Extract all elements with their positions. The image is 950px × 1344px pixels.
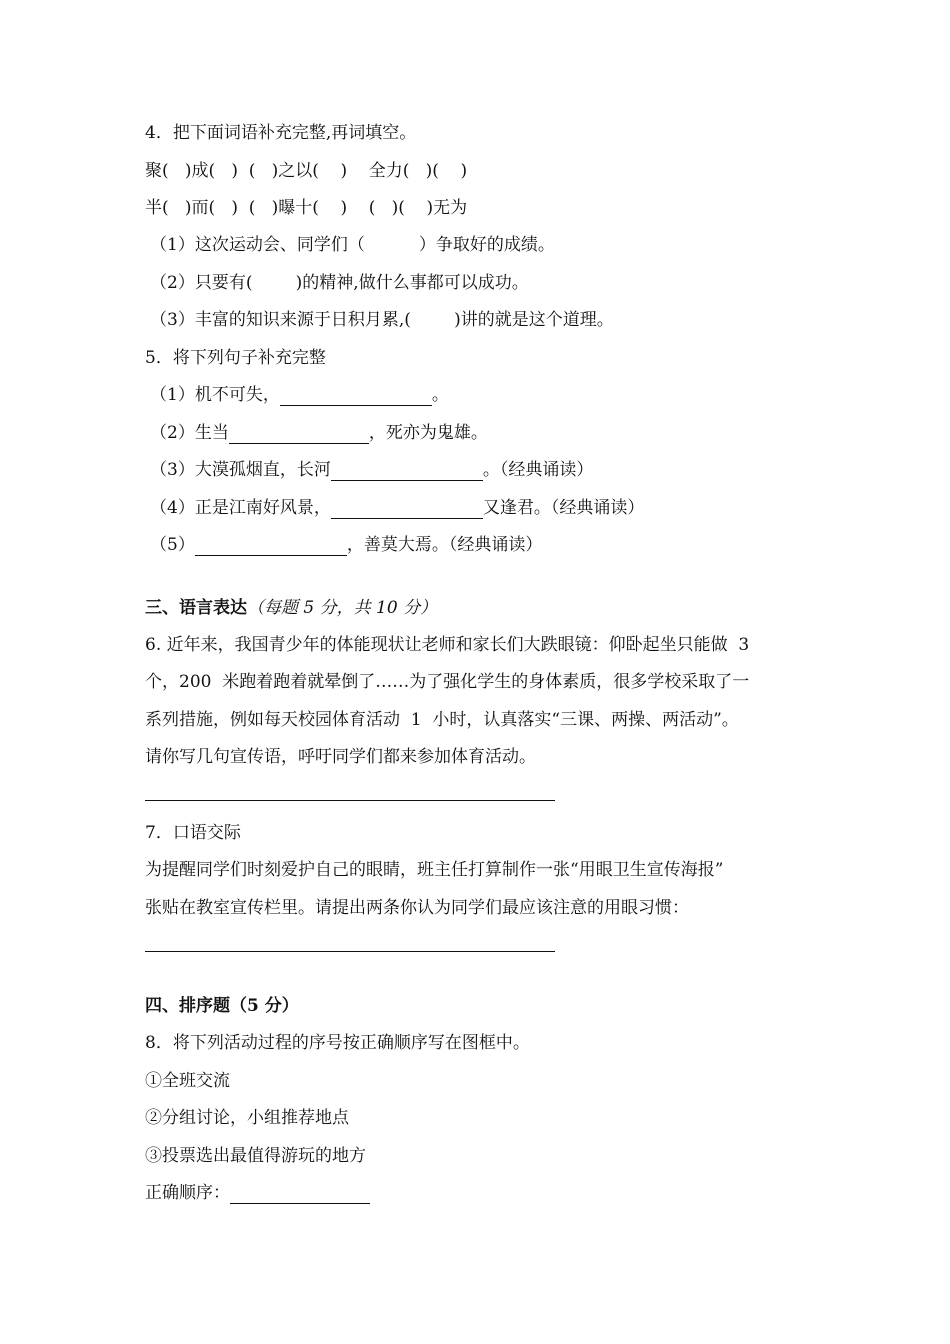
q8-option-3: ③投票选出最值得游玩的地方 xyxy=(145,1146,366,1166)
q5-sentence-5 xyxy=(150,534,542,556)
q5-s1-suffix: 。 xyxy=(431,385,449,405)
q5-title: 5．将下列句子补充完整 xyxy=(145,348,326,368)
section3-heading xyxy=(145,597,437,619)
q5-s4-suffix: 又逢君。（经典诵读） xyxy=(482,498,645,518)
q5-s2-prefix: （2）生当 xyxy=(150,423,229,443)
q5-s1-prefix: （1）机不可失， xyxy=(150,385,280,405)
q5-s5-prefix: （5） xyxy=(150,535,195,555)
q4-title: 4．把下面词语补充完整,再词填空。 xyxy=(145,123,417,143)
section3-title: 三、语言表达 xyxy=(145,598,247,618)
q8-title: 8．将下列活动过程的序号按正确顺序写在图框中。 xyxy=(145,1033,530,1053)
q4-fill-2: （2）只要有( )的精神,做什么事都可以成功。 xyxy=(150,273,529,293)
q5-s4-prefix: （4）正是江南好风景， xyxy=(150,498,331,518)
q8-answer-blank[interactable] xyxy=(230,1185,370,1204)
q5-s3-prefix: （3）大漠孤烟直，长河 xyxy=(150,460,331,480)
q4-idioms-row2: 半( )而( ) ( )曝十( ) ( )( )无为 xyxy=(145,198,468,218)
q5-s3-suffix: 。（经典诵读） xyxy=(482,460,594,480)
q8-option-2: ②分组讨论，小组推荐地点 xyxy=(145,1108,349,1128)
q7-line-2: 张贴在教室宣传栏里。请提出两条你认为同学们最应该注意的用眼习惯： xyxy=(145,898,689,918)
q5-sentence-4 xyxy=(150,497,644,519)
q6-answer-line[interactable] xyxy=(145,800,555,801)
q4-fill-3: （3）丰富的知识来源于日积月累,( )讲的就是这个道理。 xyxy=(150,310,614,330)
q7-line-1: 为提醒同学们时刻爱护自己的眼睛，班主任打算制作一张“用眼卫生宣传海报” xyxy=(145,860,724,880)
q4-fill-1: （1）这次运动会、同学们（ ）争取好的成绩。 xyxy=(150,235,555,255)
section3-score-note: （每题 5 分，共 10 分） xyxy=(247,598,438,618)
q6-line-2: 个，200 米跑着跑着就晕倒了……为了强化学生的身体素质，很多学校采取了一 xyxy=(145,672,750,692)
q5-s5-suffix: ，善莫大焉。（经典诵读） xyxy=(346,535,543,555)
q7-answer-line[interactable] xyxy=(145,951,555,952)
q5-s2-blank[interactable] xyxy=(229,425,369,444)
q6-line-3: 系列措施，例如每天校园体育活动 1 小时，认真落实“三课、两操、两活动”。 xyxy=(145,710,739,730)
q4-idioms-row1: 聚( )成( ) ( )之以( ) 全力( )( ) xyxy=(145,161,468,181)
q5-sentence-1 xyxy=(150,384,449,406)
q5-s4-blank[interactable] xyxy=(331,500,483,519)
q5-sentence-2 xyxy=(150,422,488,444)
q8-answer xyxy=(145,1182,370,1204)
q5-sentence-3 xyxy=(150,459,593,481)
q5-s5-blank[interactable] xyxy=(195,537,347,556)
q5-s2-suffix: ，死亦为鬼雄。 xyxy=(368,423,488,443)
q5-s1-blank[interactable] xyxy=(280,387,432,406)
q5-s3-blank[interactable] xyxy=(331,462,483,481)
section4-heading: 四、排序题（5 分） xyxy=(145,996,299,1016)
q6-line-1: 6. 近年来，我国青少年的体能现状让老师和家长们大跌眼镜：仰卧起坐只能做 3 xyxy=(145,635,750,655)
q6-line-4: 请你写几句宣传语，呼吁同学们都来参加体育活动。 xyxy=(145,747,536,767)
q8-answer-label: 正确顺序： xyxy=(145,1183,230,1203)
q8-option-1: ①全班交流 xyxy=(145,1071,230,1091)
q7-title: 7．口语交际 xyxy=(145,823,241,843)
